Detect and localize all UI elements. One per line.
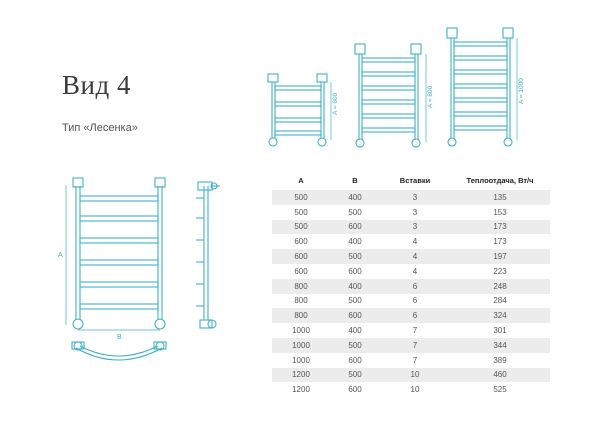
- dimension-label-small: A = 600: [332, 92, 339, 115]
- cell-b: 500: [330, 338, 380, 353]
- cell-heat-output: 197: [450, 249, 550, 264]
- cell-heat-output: 173: [450, 220, 550, 235]
- cell-inserts: 10: [380, 382, 450, 397]
- cell-b: 600: [330, 353, 380, 368]
- dimension-label-large: A = 1000: [518, 78, 525, 104]
- side-view-drawing: [196, 182, 220, 328]
- towel-rail-large-drawing: [447, 28, 513, 146]
- cell-a: 1000: [272, 338, 330, 353]
- dimension-label-a: A: [58, 252, 63, 259]
- table-row: [272, 382, 550, 397]
- cell-inserts: 7: [380, 338, 450, 353]
- cell-inserts: 10: [380, 368, 450, 383]
- cell-inserts: 6: [380, 308, 450, 323]
- cell-b: 400: [330, 323, 380, 338]
- cell-a: 800: [272, 294, 330, 309]
- cell-a: 600: [272, 234, 330, 249]
- dimension-label-medium: A = 800: [427, 85, 434, 108]
- table-row: [272, 249, 550, 264]
- cell-b: 500: [330, 368, 380, 383]
- cell-inserts: 6: [380, 279, 450, 294]
- cell-b: 400: [330, 234, 380, 249]
- cell-b: 400: [330, 190, 380, 205]
- bottom-view-drawing: [72, 342, 166, 360]
- table-row: [272, 234, 550, 249]
- cell-b: 500: [330, 294, 380, 309]
- cell-inserts: 4: [380, 249, 450, 264]
- cell-a: 500: [272, 190, 330, 205]
- front-view-drawing: [66, 178, 165, 330]
- dimension-label-b: B: [117, 334, 122, 341]
- page-title: Вид 4: [62, 70, 131, 100]
- table-row: [272, 205, 550, 220]
- cell-heat-output: 173: [450, 234, 550, 249]
- cell-a: 800: [272, 308, 330, 323]
- header-heat-output: Теплоотдача, Вт/ч: [466, 175, 534, 185]
- cell-b: 600: [330, 220, 380, 235]
- cell-a: 500: [272, 220, 330, 235]
- cell-b: 600: [330, 308, 380, 323]
- table-row: [272, 264, 550, 279]
- cell-a: 800: [272, 279, 330, 294]
- cell-inserts: 4: [380, 264, 450, 279]
- cell-b: 600: [330, 264, 380, 279]
- cell-heat-output: 153: [450, 205, 550, 220]
- cell-heat-output: 223: [450, 264, 550, 279]
- cell-inserts: 7: [380, 323, 450, 338]
- cell-inserts: 3: [380, 220, 450, 235]
- cell-b: 500: [330, 249, 380, 264]
- towel-rail-small-drawing: [268, 74, 327, 146]
- cell-heat-output: 525: [450, 382, 550, 397]
- table-row: [272, 279, 550, 294]
- cell-a: 1000: [272, 323, 330, 338]
- header-inserts: Вставки: [399, 175, 431, 185]
- cell-inserts: 3: [380, 205, 450, 220]
- page-subtitle: Тип «Лесенка»: [62, 122, 138, 134]
- header-a: A: [298, 175, 304, 185]
- table-row: [272, 338, 550, 353]
- table-row: [272, 368, 550, 383]
- cell-heat-output: 135: [450, 190, 550, 205]
- table-header-row: [272, 170, 550, 190]
- towel-rail-medium-drawing: [355, 44, 421, 147]
- cell-a: 1200: [272, 382, 330, 397]
- cell-b: 500: [330, 205, 380, 220]
- cell-a: 1200: [272, 368, 330, 383]
- cell-heat-output: 301: [450, 323, 550, 338]
- cell-b: 400: [330, 279, 380, 294]
- cell-a: 500: [272, 205, 330, 220]
- cell-heat-output: 389: [450, 353, 550, 368]
- table-row: [272, 308, 550, 323]
- table-row: [272, 323, 550, 338]
- cell-b: 600: [330, 382, 380, 397]
- cell-inserts: 6: [380, 294, 450, 309]
- cell-heat-output: 460: [450, 368, 550, 383]
- cell-inserts: 7: [380, 353, 450, 368]
- cell-a: 600: [272, 264, 330, 279]
- specification-table: [272, 170, 550, 397]
- cell-a: 1000: [272, 353, 330, 368]
- cell-heat-output: 324: [450, 308, 550, 323]
- table-row: [272, 353, 550, 368]
- cell-inserts: 4: [380, 234, 450, 249]
- table-row: [272, 294, 550, 309]
- cell-a: 600: [272, 249, 330, 264]
- cell-heat-output: 284: [450, 294, 550, 309]
- cell-heat-output: 248: [450, 279, 550, 294]
- cell-inserts: 3: [380, 190, 450, 205]
- table-row: [272, 190, 550, 205]
- header-b: B: [352, 175, 358, 185]
- cell-heat-output: 344: [450, 338, 550, 353]
- table-row: [272, 220, 550, 235]
